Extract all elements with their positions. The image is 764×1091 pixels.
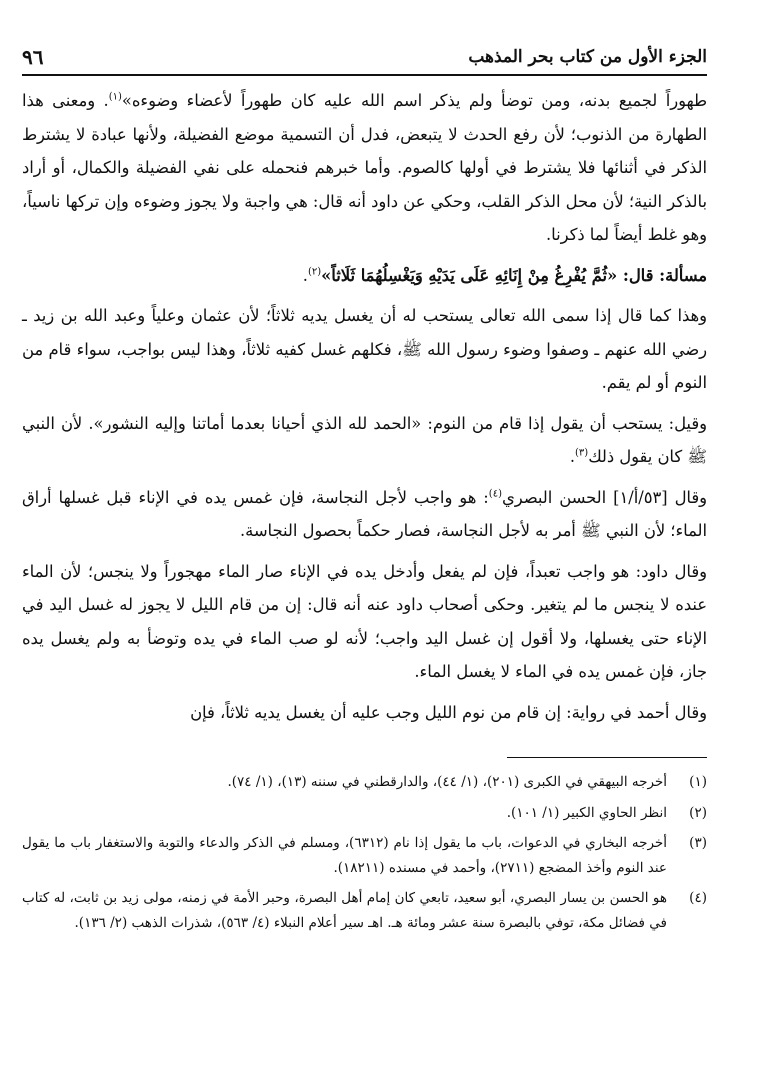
footnote-divider: [507, 757, 707, 758]
footnotes: [22, 770, 707, 935]
footnote-text: أخرجه البخاري في الدعوات، باب ما يقول إذا نام (٦٣١٢)، ومسلم في الذكر والدعاء والتوبة والاستغفار باب ما يقول عند النوم وأخذ المضجع (٢٧١١)، وأحمد في مسنده (١٨٢١١).: [22, 835, 668, 876]
paragraph-6: وقال داود: هو واجب تعبداً، فإن لم يفعل وأدخل يده في الإناء صار الماء مهجوراً ولا ينجس؛ لأن الماء عنده لا ينجس ما لم يتغير. وحكى أصحاب داود عنه أنه قال: إن من قام الليل لا يجوز له غسل اليد في الإناء حتى يغسلها، ولا أقول إن غسل اليد واجب؛ لأنه لو صب الماء في يده وتوضأ به ولم يغسل يده جاز، فإن غمس يده في الماء لا يغسل الماء.: [22, 561, 707, 681]
footnote-text: انظر الحاوي الكبير (١/ ١٠١).: [506, 804, 667, 821]
footnote-number: (٢): [689, 804, 707, 821]
footnote-item: [22, 831, 707, 880]
footnote-item: [22, 886, 707, 935]
paragraph-7: وقال أحمد في رواية: إن قام من نوم الليل وجب عليه أن يغسل يديه ثلاثاً، فإن: [190, 702, 707, 722]
footnote-text: أخرجه البيهقي في الكبرى (٢٠١)، (١/ ٤٤)، والدارقطني في سننه (١٣)، (١/ ٧٤).: [227, 774, 667, 790]
footnote-number: (٣): [689, 835, 707, 851]
paragraph-masala: مسألة: قال: «ثُمَّ يُفْرِغُ مِنْ إِنَائِهِ عَلَى يَدَيْهِ وَيَغْسِلُهُمَا ثَلَاثاً»$^{(٢)}$.: [302, 265, 707, 285]
paragraph-5: وقال [٥٣/أ/١] الحسن البصري$^{(٤)}$: هو واجب لأجل النجاسة، فإن غمس يده في الإناء قبل غسلها أراق الماء؛ لأن النبي ﷺ أمر به لأجل النجاسة، فصار حكماً بحصول النجاسة.: [22, 487, 707, 540]
footnote-ref-2[interactable]: (٢): [307, 266, 322, 278]
paragraph-4: وقيل: يستحب أن يقول إذا قام من النوم: «الحمد لله الذي أحيانا بعدما أماتنا وإليه النشور». لأن النبي ﷺ كان يقول ذلك$^{(٣)}$.: [22, 413, 707, 466]
page-number: ٩٦: [22, 45, 44, 69]
footnote-number: (١): [689, 774, 707, 790]
main-text: [22, 84, 707, 729]
footnote-ref-4[interactable]: (٤): [488, 488, 502, 500]
footnote-ref-1[interactable]: (١): [108, 91, 122, 103]
footnote-text: هو الحسن بن يسار البصري، أبو سعيد، تابعي كان إمام أهل البصرة، وحبر الأمة في زمنه، مولى زيد بن ثابت، له كتاب في فضائل مكة، توفي بالبصرة سنة عشر ومائة هـ. اهـ سير أعلام النبلاء (٤/ ٥٦٣)، شذرات الذهب (٢/ ١٣٦).: [22, 890, 667, 931]
running-title: الجزء الأول من كتاب بحر المذهب: [468, 47, 707, 67]
page-header: [22, 40, 707, 76]
footnote-number: (٤): [689, 890, 707, 906]
book-page: [22, 40, 707, 1050]
paragraph-3: وهذا كما قال إذا سمى الله تعالى يستحب له أن يغسل يديه ثلاثاً؛ لأن عثمان وعلياً وعبد الله بن زيد ـ رضي الله عنهم ـ وصفوا وضوء رسول الله ﷺ، فكلهم غسل كفيه ثلاثاً، وهذا ليس بواجب، سواء قام من النوم أو لم يقم.: [22, 306, 707, 392]
masala-label: مسألة:: [659, 265, 707, 285]
paragraph-1: طهوراً لجميع بدنه، ومن توضأ ولم يذكر اسم الله عليه كان طهوراً لأعضاء وضوءه»$^{(١)}$. ومعنى هذا الطهارة من الذنوب؛ لأن رفع الحدث لا يتبعض، فدل أن التسمية موضع الفضيلة، ولأنها عبادة لا يشترط الذكر في أثنائها فلا يشترط في أولها كالصوم. وأما خبرهم فنحمله على نفي الفضيلة والكمال، أو أراد بالذكر النية؛ لأن محل الذكر القلب، وحكي عن داود أنه قال: هي واجبة ولا يجوز وضوءه وإن تركها ناسياً، وهو غلط أيضاً لما ذكرنا.: [22, 91, 707, 244]
footnote-ref-3[interactable]: (٣): [575, 447, 589, 459]
footnote-item: [22, 770, 707, 795]
footnote-item: [22, 801, 707, 826]
